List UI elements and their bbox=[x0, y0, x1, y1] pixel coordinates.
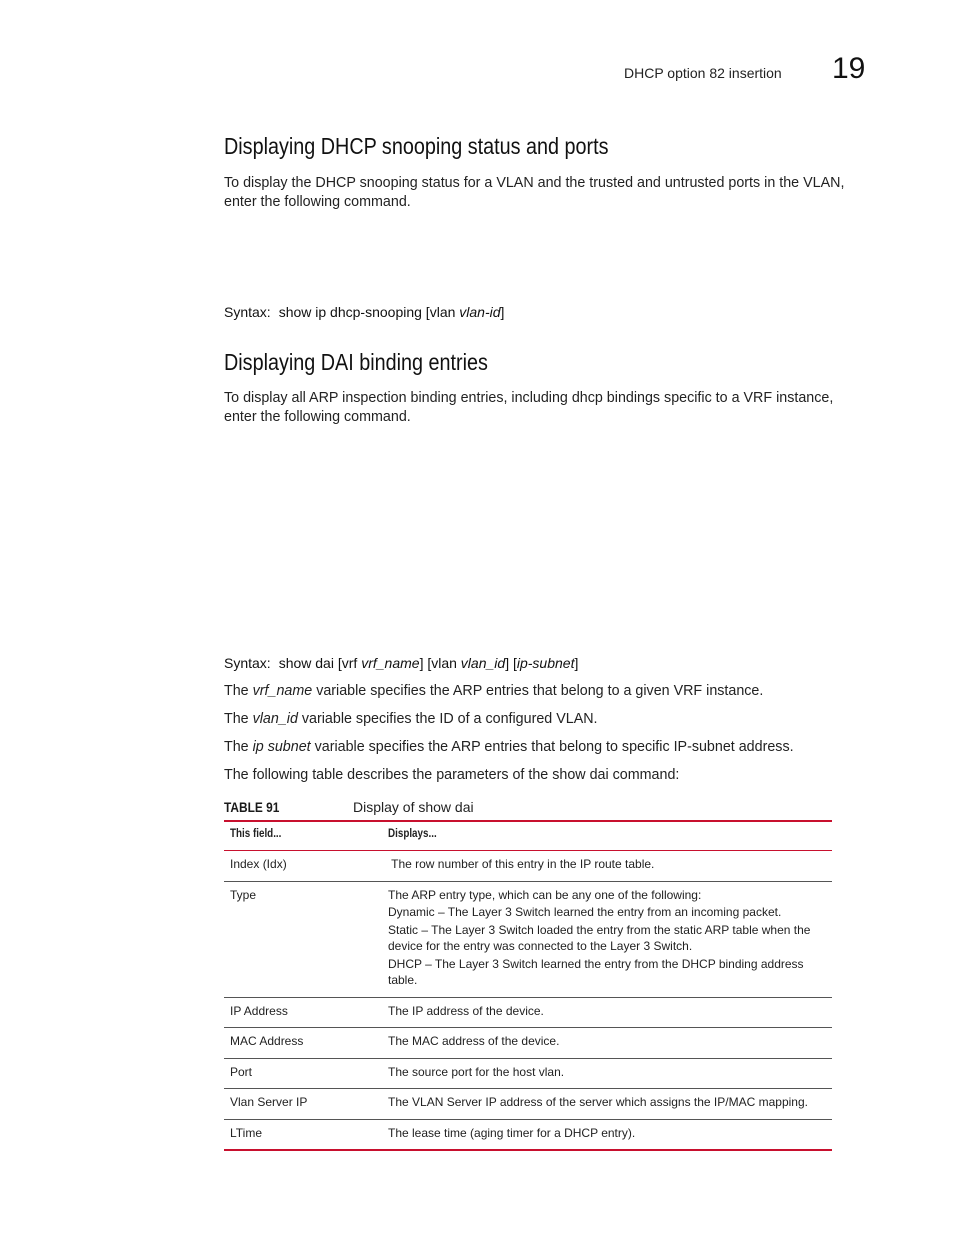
syntax-bracket: ] [ bbox=[419, 655, 432, 671]
field-description bbox=[382, 997, 832, 1028]
section-heading-dhcp-snooping: Displaying DHCP snooping status and ports bbox=[224, 133, 609, 159]
syntax-bracket: [ bbox=[421, 304, 430, 320]
text: The bbox=[224, 711, 253, 727]
field-name: IP Address bbox=[224, 997, 382, 1028]
table-row bbox=[224, 1058, 832, 1089]
table-row bbox=[224, 997, 832, 1028]
text: The bbox=[224, 683, 253, 699]
syntax-command: show dai bbox=[278, 655, 334, 671]
running-header-title: DHCP option 82 insertion bbox=[624, 65, 782, 81]
text: The bbox=[224, 739, 253, 755]
variable-description-vrf-name bbox=[224, 683, 763, 699]
column-header-field bbox=[224, 821, 382, 851]
field-description bbox=[382, 881, 832, 997]
syntax-keyword-vrf: vrf bbox=[341, 655, 358, 671]
variable-name: vrf_name bbox=[252, 683, 313, 699]
field-name: Port bbox=[224, 1058, 382, 1089]
description-line: The lease time (aging timer for a DHCP entry). bbox=[388, 1125, 636, 1140]
table-label: TABLE 91 bbox=[224, 799, 280, 815]
text: command: bbox=[608, 767, 680, 783]
description-line: Dynamic – The Layer 3 Switch learned the entry from an incoming packet. bbox=[388, 905, 782, 919]
description-line: Static – The Layer 3 Switch loaded the entry from the static ARP table when the device for the entry was connected to the Layer 3 Switch. bbox=[388, 922, 811, 953]
description-line: The ARP entry type, which can be any one of the following: bbox=[388, 887, 702, 902]
field-name: LTime bbox=[224, 1119, 382, 1150]
show-dai-fields-table bbox=[224, 820, 832, 1151]
chapter-number: 19 bbox=[832, 52, 866, 85]
field-description bbox=[382, 1058, 832, 1089]
text: variable specifies the ARP entries that belong to specific IP-subnet address. bbox=[310, 739, 794, 755]
table-row bbox=[224, 1028, 832, 1059]
field-name: Vlan Server IP bbox=[224, 1089, 382, 1120]
variable-name: vlan_id bbox=[252, 711, 298, 727]
variable-description-vlan-id bbox=[224, 711, 598, 727]
field-description bbox=[382, 851, 832, 882]
syntax-keyword-vlan: vlan bbox=[429, 304, 456, 320]
column-header-text: This field... bbox=[230, 826, 282, 840]
table-row bbox=[224, 851, 832, 882]
description-line: The VLAN Server IP address of the server which assigns the IP/MAC mapping. bbox=[388, 1095, 808, 1109]
table-header-row bbox=[224, 821, 832, 851]
description-line: The IP address of the device. bbox=[388, 1003, 544, 1018]
description-line: DHCP – The Layer 3 Switch learned the entry from the DHCP binding address table. bbox=[388, 956, 804, 987]
syntax-dhcp-snooping bbox=[224, 304, 504, 320]
syntax-label: Syntax: bbox=[224, 304, 271, 320]
section-intro-dai-binding: To display all ARP inspection binding entries, including dhcp bindings specific to a VRF instance, enter the following command. bbox=[224, 390, 834, 425]
text: variable specifies the ARP entries that belong to a given VRF instance. bbox=[312, 683, 764, 699]
table-row bbox=[224, 1089, 832, 1120]
syntax-keyword-vlan: vlan bbox=[431, 655, 457, 671]
syntax-arg-ip-subnet: ip-subnet bbox=[516, 655, 575, 671]
syntax-arg-vlan-id: vlan_id bbox=[456, 655, 506, 671]
column-header-text: Displays... bbox=[388, 826, 437, 840]
syntax-bracket: ] [ bbox=[505, 655, 517, 671]
field-name: Index (Idx) bbox=[224, 851, 382, 882]
field-name: MAC Address bbox=[224, 1028, 382, 1059]
column-header-displays bbox=[382, 821, 832, 851]
syntax-label: Syntax: bbox=[224, 655, 271, 671]
syntax-arg-vrf-name: vrf_name bbox=[357, 655, 420, 671]
section-heading-dai-binding: Displaying DAI binding entries bbox=[224, 349, 488, 375]
table-title: Display of show dai bbox=[353, 799, 474, 815]
table-intro bbox=[224, 767, 679, 783]
section-intro-dhcp-snooping: To display the DHCP snooping status for a VLAN and the trusted and untrusted ports in the VLAN, enter the following command. bbox=[224, 175, 845, 210]
syntax-bracket: ] bbox=[500, 304, 505, 320]
syntax-bracket: [ bbox=[333, 655, 342, 671]
text: The following table describes the parameters of the bbox=[224, 767, 553, 783]
field-description bbox=[382, 1089, 832, 1120]
command-name: show dai bbox=[552, 767, 609, 783]
description-line: The source port for the host vlan. bbox=[388, 1064, 565, 1079]
variable-description-ip-subnet bbox=[224, 739, 794, 755]
description-line: The MAC address of the device. bbox=[388, 1034, 560, 1048]
text: variable specifies the ID of a configured VLAN. bbox=[297, 711, 598, 727]
syntax-show-dai bbox=[224, 655, 578, 671]
variable-name: ip subnet bbox=[252, 739, 311, 755]
syntax-bracket: ] bbox=[574, 655, 579, 671]
description-line: The row number of this entry in the IP route table. bbox=[388, 857, 655, 871]
table-row bbox=[224, 881, 832, 997]
syntax-command: show ip dhcp-snooping bbox=[278, 304, 422, 320]
table-row bbox=[224, 1119, 832, 1150]
field-description bbox=[382, 1119, 832, 1150]
field-name: Type bbox=[224, 881, 382, 997]
field-description bbox=[382, 1028, 832, 1059]
syntax-arg-vlan-id: vlan-id bbox=[455, 304, 501, 320]
